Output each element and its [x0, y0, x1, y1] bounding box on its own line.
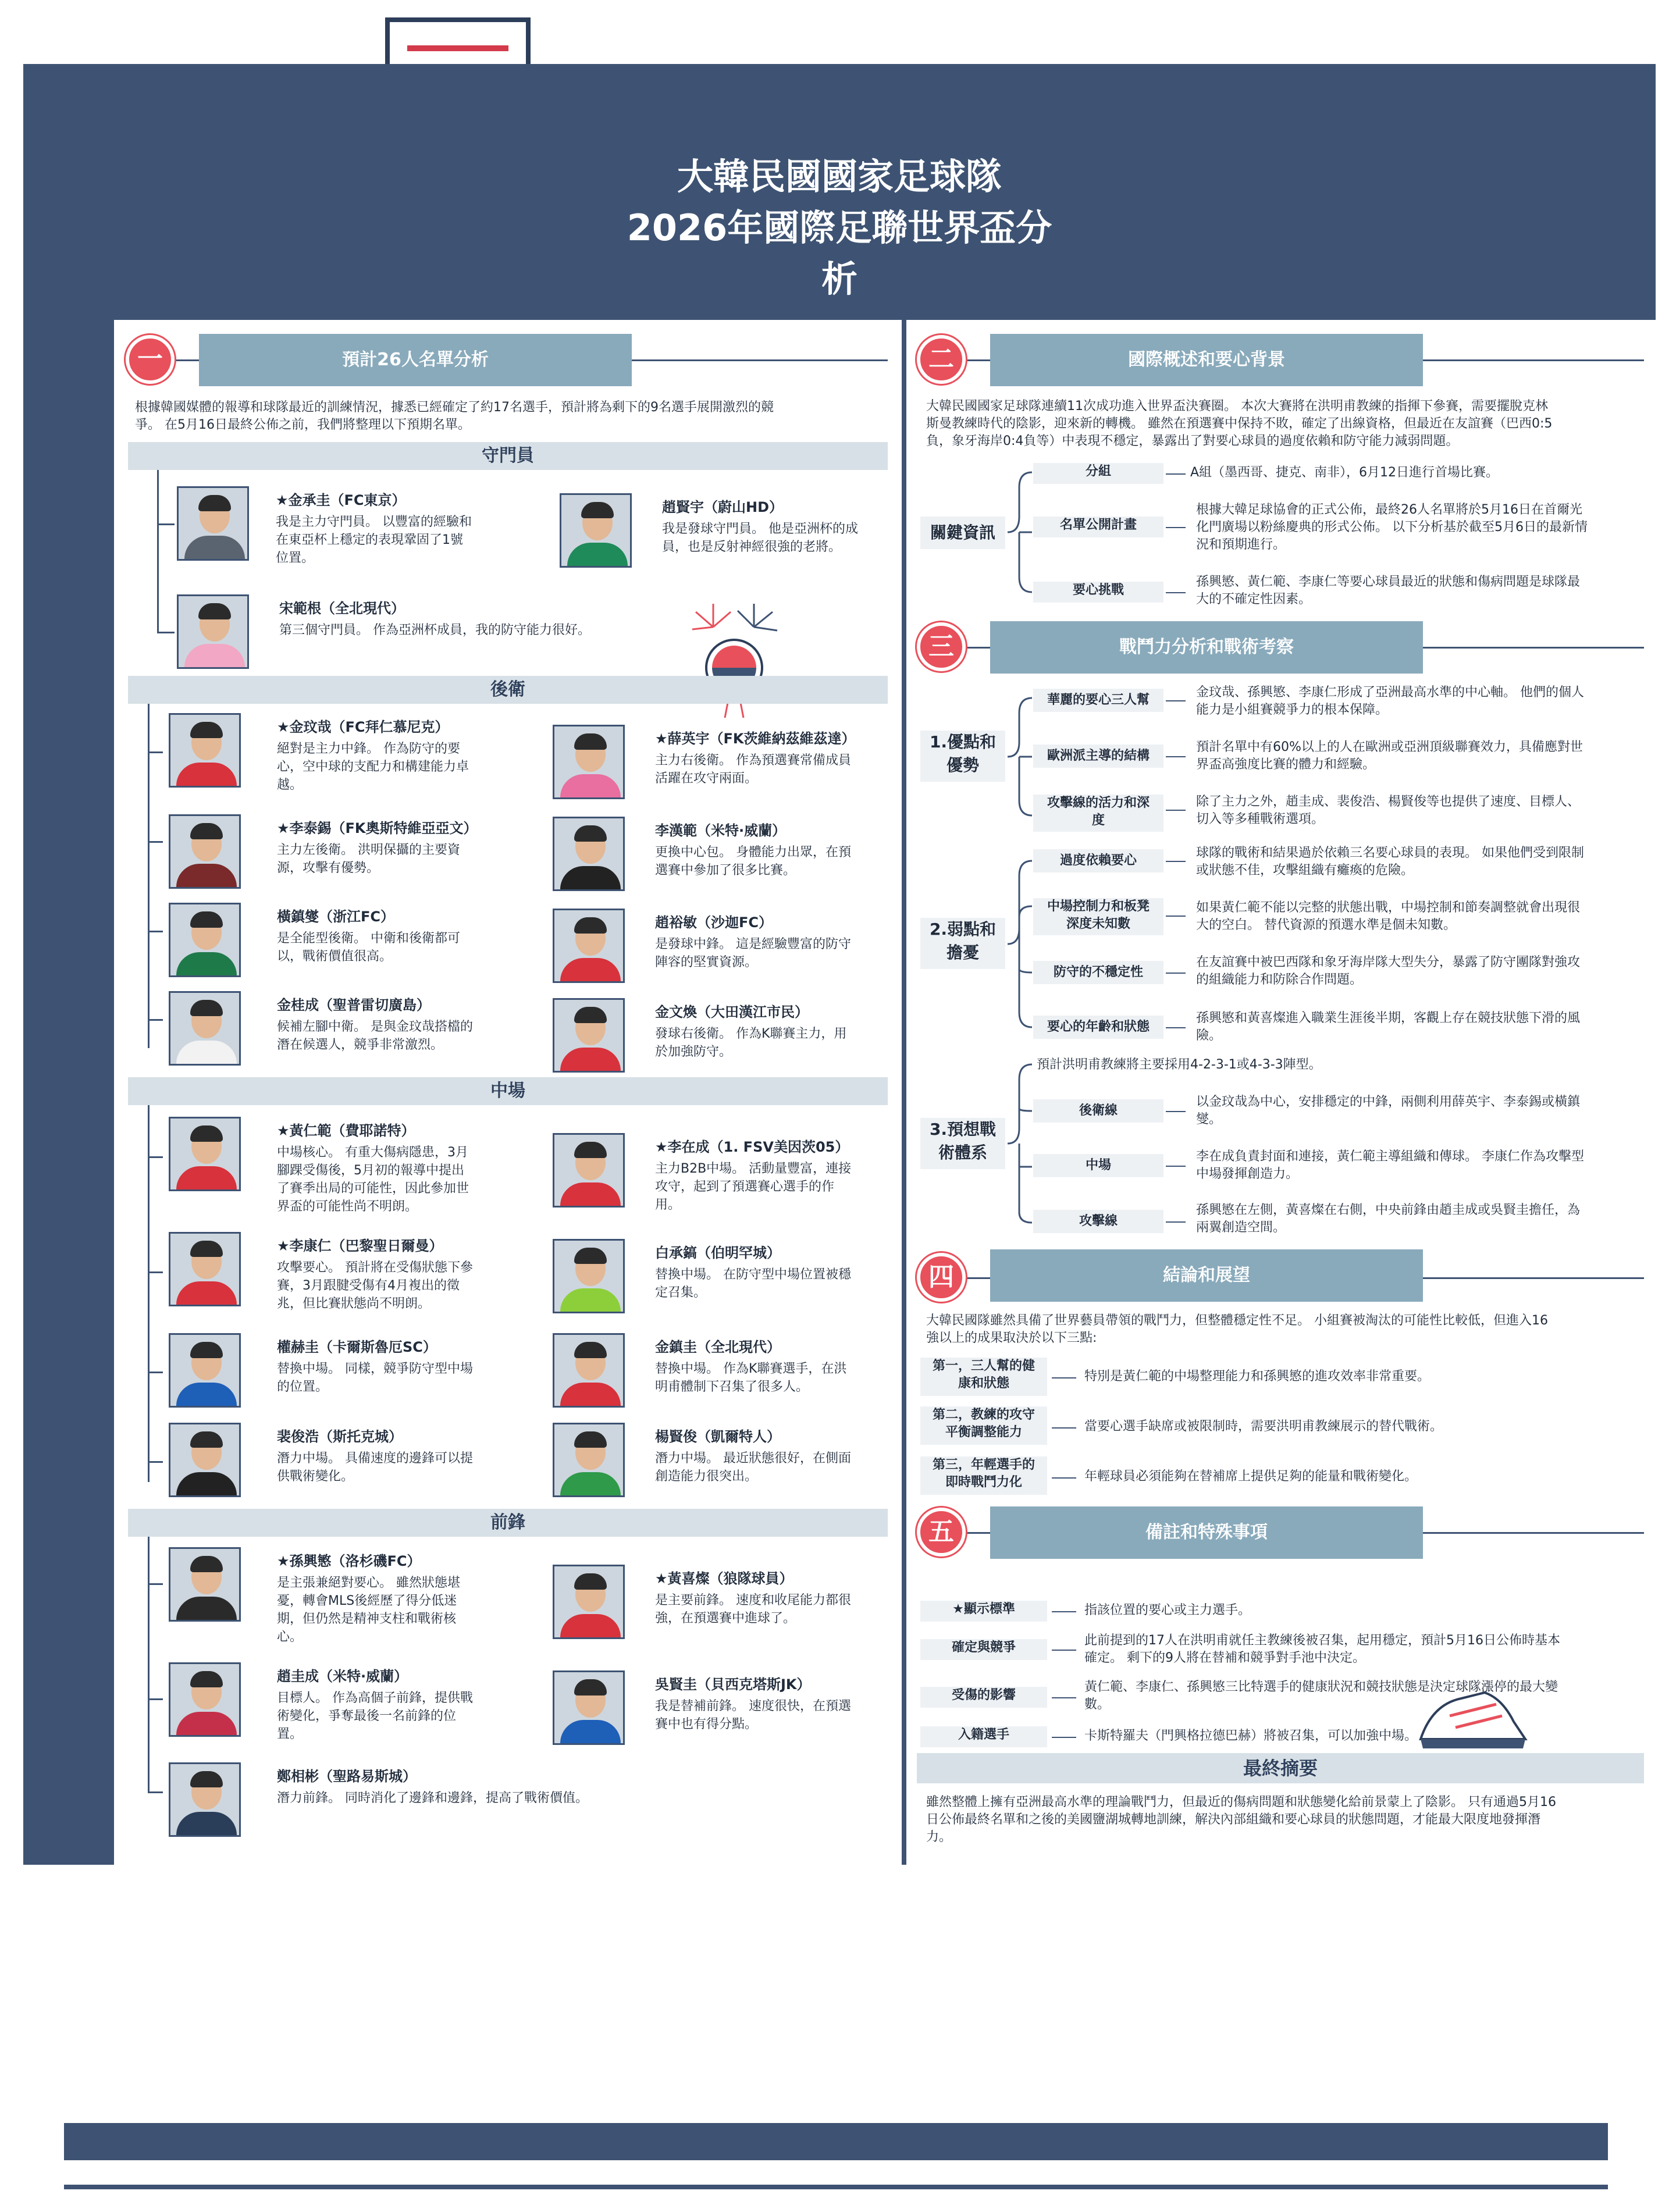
- dash: [1166, 1027, 1186, 1028]
- player-photo: [177, 486, 249, 561]
- player-desc: 主力B2B中場。 活動量豐富，連接 攻守，起到了預選賽心選手的作 用。: [655, 1162, 852, 1212]
- sneaker-illustration: [1415, 1681, 1531, 1757]
- mf-header: 中場: [128, 1077, 888, 1105]
- player-card: [553, 1670, 890, 1752]
- title-line-1: 大韓民國國家足球隊: [677, 155, 1002, 198]
- tree-branch: [148, 1271, 163, 1273]
- weakness-brace: [1005, 859, 1033, 1030]
- tree-branch: [148, 1372, 163, 1373]
- player-name: 李漢範（米特·威蘭）: [655, 822, 787, 839]
- title-line-3: 析: [821, 258, 857, 300]
- analysis-label: 要心的年齡和狀態: [1033, 1016, 1163, 1039]
- fw-tree: [148, 1537, 150, 1793]
- tree-branch: [148, 1019, 163, 1021]
- player-card: [560, 493, 897, 575]
- analysis-label: 攻擊線的活力和深 度: [1033, 795, 1163, 832]
- analysis-label: 華麗的要心三人幫: [1033, 689, 1163, 712]
- player-name: ★黃喜燦（狼隊球員）: [655, 1570, 793, 1587]
- strength-label: 1.優點和 優勢: [920, 731, 1005, 782]
- player-name: 吳賢圭（貝西克塔斯JK）: [655, 1676, 811, 1693]
- analysis-text: 金玟哉、孫興慜、李康仁形成了亞洲最高水準的中心軸。 他們的個人 能力是小組賽競爭力的根本保障。: [1196, 685, 1584, 717]
- dash: [1166, 861, 1186, 862]
- footer-rule: [64, 2185, 1608, 2189]
- dash: [1166, 1166, 1186, 1167]
- key-info-brace: [1005, 470, 1033, 594]
- tree-branch: [148, 1583, 163, 1585]
- player-card: [553, 1333, 890, 1415]
- player-card: [169, 903, 541, 984]
- note-label: 確定與競爭: [920, 1639, 1047, 1660]
- sec2-intro: 大韓民國國家足球隊連續11次成功進入世界盃決賽圈。 本次大賽將在洪明甫教練的指揮下參賽，需要擺脫克林 斯曼教練時代的陰影，迎來新的轉機。 雖然在預選賽中保持不敗，確定了出線資格，但最近在友誼賽（巴西0:5 負，象牙海岸0:4負等）中表現不穩定，暴露出了對要心球員的過度依賴和防守能力減弱問題。: [926, 399, 1553, 448]
- dash: [1052, 1611, 1076, 1612]
- player-desc: 是發球中鋒。 這是經驗豐富的防守 陣容的堅實資源。: [655, 937, 851, 970]
- intro-line: 根據韓國媒體的報導和球隊最近的訓練情況，據悉已經確定了約17名選手，預計將為剩下的9名選手展開激烈的競: [135, 400, 774, 415]
- sec5-number: 五: [917, 1508, 966, 1556]
- player-card: [553, 1133, 890, 1214]
- dash: [1166, 592, 1186, 593]
- player-name: 金桂成（聖普雷切廣島）: [277, 997, 430, 1013]
- player-photo: [169, 1117, 241, 1191]
- player-name: ★李在成（1. FSV美因茨05）: [655, 1139, 849, 1155]
- player-desc: 第三個守門員。 作為亞洲杯成員，我的防守能力很好。: [279, 623, 590, 637]
- player-desc: 更換中心包。 身體能力出眾，在預 選賽中參加了很多比賽。: [655, 845, 851, 878]
- player-name: ★金承圭（FC東京）: [276, 492, 406, 508]
- info-item-text: 孫興慜、黃仁範、李康仁等要心球員最近的狀態和傷病問題是球隊最 大的不確定性因素。: [1196, 575, 1581, 607]
- tree-branch: [148, 1791, 163, 1793]
- df-header: 後衛: [128, 676, 888, 704]
- mf-tree: [148, 1105, 150, 1482]
- player-photo: [169, 1232, 241, 1306]
- player-photo: [553, 1133, 625, 1207]
- intro-line: 爭。 在5月16日最終公佈之前，我們將整理以下預期名單。: [135, 418, 471, 432]
- player-photo: [169, 1333, 241, 1408]
- tree-branch: [157, 523, 175, 525]
- df-tree: [148, 704, 150, 1048]
- note-text: 此前提到的17人在洪明甫就任主教練後被召集，起用穩定，預計5月16日公佈時基本 確定。 剩下的9人將在替補和競爭對手池中決定。: [1084, 1633, 1560, 1665]
- player-card: [169, 1423, 541, 1504]
- dash: [1166, 473, 1186, 475]
- analysis-text: 李在成負責封面和連接，黃仁範主導組織和傳球。 李康仁作為攻擊型 中場發揮創造力。: [1196, 1149, 1584, 1181]
- analysis-label: 中場控制力和板凳 深度未知數: [1033, 898, 1163, 935]
- dash: [1052, 1650, 1076, 1651]
- player-card: [169, 1232, 541, 1313]
- player-name: 趙圭成（米特·威蘭）: [277, 1668, 408, 1684]
- player-desc: 潛力中場。 最近狀態很好，在側面 創造能力很突出。: [655, 1451, 851, 1484]
- analysis-text: 預計名單中有60%以上的人在歐洲或亞洲頂級聯賽效力，具備應對世 界盃高強度比賽的體力和經驗。: [1196, 740, 1583, 772]
- gk-header: 守門員: [128, 442, 888, 470]
- dash: [1166, 810, 1186, 811]
- player-card: [553, 1423, 890, 1504]
- dash: [1166, 1111, 1186, 1112]
- condition-label: 第一，三人幫的健 康和狀態: [920, 1358, 1047, 1396]
- analysis-label: 攻擊線: [1033, 1210, 1163, 1233]
- player-desc: 候補左腳中衛。 是與金玟哉搭檔的 潛在候選人，競爭非常激烈。: [277, 1020, 473, 1052]
- tactics-note: 預計洪明甫教練將主要採用4-2-3-1或4-3-3陣型。: [1037, 1057, 1322, 1072]
- player-name: 裴俊浩（斯托克城）: [277, 1429, 403, 1445]
- sec4-title: 結論和展望: [990, 1249, 1423, 1302]
- condition-label: 第三，年輕選手的 即時戰鬥力化: [920, 1456, 1047, 1495]
- final-summary-title: 最終摘要: [917, 1753, 1644, 1783]
- note-text: 黃仁範、李康仁、孫興慜三比特選手的健康狀況和競技狀態是決定球隊漲停的最大變 數。: [1084, 1680, 1558, 1712]
- player-name: 權赫圭（卡爾斯魯厄SC）: [277, 1339, 437, 1355]
- player-photo: [169, 991, 241, 1066]
- player-name: ★李泰錫（FK奧斯特維亞亞文）: [277, 820, 478, 836]
- player-name: 金文煥（大田漢江市民）: [655, 1004, 809, 1020]
- sec4-intro: 大韓民國隊雖然具備了世界藝員帶領的戰鬥力，但整體穩定性不足。 小組賽被淘汰的可能性比較低，但進入16 強以上的成果取決於以下三點:: [926, 1313, 1548, 1345]
- condition-label: 第二，教練的攻守 平衡調整能力: [920, 1406, 1047, 1445]
- player-card: [553, 1565, 890, 1646]
- player-desc: 中場核心。 有重大傷病隱患，3月 腳踝受傷後，5月初的報導中提出 了賽季出局的可能性，因此參加世 界盃的可能性尚不明朗。: [277, 1145, 469, 1214]
- player-name: ★李康仁（巴黎聖日爾曼）: [277, 1238, 443, 1254]
- player-name: 白承鎬（伯明罕城）: [655, 1245, 781, 1261]
- player-desc: 發球右後衛。 作為K聯賽主力，用 於加強防守。: [655, 1027, 847, 1059]
- analysis-label: 歐洲派主導的結構: [1033, 745, 1163, 768]
- note-label: 入籍選手: [920, 1726, 1047, 1747]
- player-photo: [169, 1662, 241, 1737]
- player-photo: [169, 814, 241, 889]
- player-desc: 目標人。 作為高個子前鋒，提供戰 術變化，爭奪最後一名前鋒的位 置。: [277, 1691, 473, 1741]
- panel-divider: [902, 320, 906, 1865]
- analysis-label: 後衛線: [1033, 1099, 1163, 1123]
- sec1-title: 預計26人名單分析: [199, 334, 632, 386]
- weakness-label: 2.弱點和 擔憂: [920, 918, 1005, 969]
- footer-bar: [64, 2123, 1608, 2160]
- sec3-number: 三: [917, 622, 966, 671]
- dash: [1166, 1221, 1186, 1223]
- dash: [1052, 1697, 1076, 1698]
- info-item-label: 分組: [1033, 463, 1163, 484]
- player-card: [177, 594, 700, 676]
- analysis-text: 孫興慜在左側，黃喜燦在右側，中央前鋒由趙圭成或吳賢圭擔任，為 兩翼創造空間。: [1196, 1203, 1581, 1235]
- dash: [1052, 1427, 1076, 1429]
- condition-text: 特別是黃仁範的中場整理能力和孫興慜的進攻效率非常重要。: [1084, 1369, 1431, 1384]
- player-photo: [169, 1762, 241, 1837]
- note-text: 卡斯特羅夫（門興格拉德巴赫）將被召集，可以加強中場。: [1084, 1729, 1418, 1743]
- player-desc: 替換中場。 同樣，競爭防守型中場 的位置。: [277, 1362, 473, 1394]
- fw-header: 前鋒: [128, 1509, 888, 1537]
- player-photo: [169, 1547, 241, 1622]
- note-text: 指該位置的要心或主力選手。: [1084, 1603, 1251, 1618]
- tree-branch: [148, 841, 163, 843]
- player-desc: 替換中場。 作為K聯賽選手，在洪 明甫體制下召集了很多人。: [655, 1362, 847, 1394]
- analysis-text: 球隊的戰術和結果過於依賴三名要心球員的表現。 如果他們受到限制 或狀態不佳，攻擊組織有癱瘓的危險。: [1196, 846, 1584, 878]
- analysis-text: 在友誼賽中被巴西隊和象牙海岸隊大型失分，暴露了防守團隊對強攻 的組織能力和防除合作問題。: [1196, 955, 1581, 987]
- player-photo: [553, 817, 625, 891]
- sec2-title: 國際概述和要心背景: [990, 334, 1423, 386]
- dash: [1052, 1377, 1076, 1379]
- analysis-text: 如果黃仁範不能以完整的狀態出戰，中場控制和節奏調整就會出現很 大的空白。 替代資源的預選水準是個未知數。: [1196, 900, 1581, 932]
- analysis-label: 中場: [1033, 1154, 1163, 1177]
- player-card: [553, 909, 890, 990]
- tree-branch: [148, 1156, 163, 1158]
- analysis-text: 孫興慜和黃喜燦進入職業生涯後半期，客觀上存在競技狀態下滑的風 險。: [1196, 1011, 1581, 1043]
- dash: [1052, 1477, 1076, 1479]
- kfa-logo: [385, 17, 531, 70]
- sec3-title: 戰鬥力分析和戰術考察: [990, 621, 1423, 674]
- player-photo: [553, 1333, 625, 1408]
- player-name: 宋範根（全北現代）: [279, 600, 405, 617]
- player-photo: [553, 1239, 625, 1313]
- dash: [1166, 973, 1186, 974]
- info-item-label: 要心挑戰: [1033, 582, 1163, 603]
- player-name: 金鎮圭（全北現代）: [655, 1339, 781, 1355]
- player-photo: [553, 1423, 625, 1497]
- sec5-title: 備註和特殊事項: [990, 1506, 1423, 1559]
- note-label: 受傷的影響: [920, 1687, 1047, 1708]
- note-label: ★顯示標準: [920, 1601, 1047, 1622]
- player-name: 趙裕敏（沙迦FC）: [655, 914, 773, 931]
- player-card: [169, 1117, 541, 1214]
- player-desc: 潛力前鋒。 同時消化了邊鋒和邊鋒，提高了戰術價值。: [277, 1791, 588, 1805]
- tree-branch: [148, 1461, 163, 1463]
- player-card: [553, 725, 890, 806]
- player-name: ★薛英宇（FK茨維納茲維茲達）: [655, 731, 856, 747]
- tree-branch: [148, 1698, 163, 1700]
- title-line-2: 2026年國際足聯世界盃分: [627, 206, 1052, 249]
- player-photo: [169, 713, 241, 788]
- player-photo: [169, 1423, 241, 1497]
- key-info-label: 關鍵資訊: [920, 517, 1005, 549]
- player-photo: [553, 1670, 625, 1745]
- player-name: 鄭相彬（聖路易斯城）: [277, 1768, 417, 1784]
- info-item-text: 根據大韓足球協會的正式公佈，最終26人名單將於5月16日在首爾光 化門廣場以粉絲慶典的形式公佈。 以下分析基於截至5月6日的最新情 況和預期進行。: [1196, 503, 1588, 552]
- player-card: [553, 1239, 890, 1320]
- player-desc: 主力左後衛。 洪明保攝的主要資 源，攻擊有優勢。: [277, 843, 460, 875]
- strength-brace: [1005, 696, 1033, 818]
- player-name: 楊賢俊（凱爾特人）: [655, 1429, 781, 1445]
- player-card: [169, 1762, 878, 1844]
- sec1-intro: [135, 399, 885, 434]
- info-item-text: A組（墨西哥、捷克、南非），6月12日進行首場比賽。: [1190, 465, 1499, 480]
- player-photo: [177, 594, 249, 669]
- analysis-label: 過度依賴要心: [1033, 849, 1163, 872]
- tree-branch: [148, 751, 163, 753]
- player-desc: 我是主力守門員。 以豐富的經驗和 在東亞杯上穩定的表現鞏固了1號 位置。: [276, 515, 472, 565]
- player-name: ★金玟哉（FC拜仁慕尼克）: [277, 719, 449, 735]
- player-card: [169, 1333, 541, 1415]
- tree-branch: [157, 632, 175, 633]
- player-desc: 我是替補前鋒。 速度很快，在預選 賽中也有得分點。: [655, 1699, 851, 1732]
- player-desc: 潛力中場。 具備速度的邊鋒可以提 供戰術變化。: [277, 1451, 473, 1484]
- sec1-number: 一: [126, 335, 175, 384]
- player-name: 橫鎮燮（浙江FC）: [277, 909, 395, 925]
- player-card: [169, 1547, 541, 1644]
- player-desc: 攻擊要心。 預計將在受傷狀態下參 賽，3月跟腱受傷有4月複出的徵 兆，但比賽狀態尚不明朗。: [277, 1260, 473, 1311]
- player-card: [169, 991, 541, 1073]
- player-card: [553, 998, 890, 1080]
- player-card: [553, 817, 890, 898]
- player-photo: [553, 725, 625, 799]
- player-desc: 替換中場。 在防守型中場位置被穩 定召集。: [655, 1267, 851, 1300]
- dash: [1166, 756, 1186, 757]
- page-title: [23, 151, 1656, 305]
- player-photo: [169, 903, 241, 977]
- gk-tree: [157, 470, 159, 633]
- player-card: [169, 814, 541, 896]
- player-photo: [553, 909, 625, 983]
- player-photo: [553, 998, 625, 1073]
- final-summary-text: 雖然整體上擁有亞洲最高水準的理論戰鬥力，但最近的傷病問題和狀態變化給前景蒙上了陰影。 只有通過5月16 日公佈最終名單和之後的美國鹽湖城轉地訓練，解決內部組織和要心球員的狀態問題，才能最大限度地發揮潛 力。: [926, 1795, 1556, 1844]
- player-desc: 我是發球守門員。 他是亞洲杯的成 員，也是反射神經很強的老將。: [662, 522, 858, 554]
- tree-branch: [148, 931, 163, 932]
- player-name: 趙賢宇（蔚山HD）: [662, 499, 784, 515]
- dash: [1052, 1737, 1076, 1738]
- player-name: ★孫興慜（洛杉磯FC）: [277, 1553, 421, 1569]
- dash: [1166, 916, 1186, 917]
- tactics-brace: [1005, 1062, 1033, 1225]
- player-desc: 絕對是主力中鋒。 作為防守的要 心，空中球的支配力和構建能力卓 越。: [277, 742, 469, 792]
- dash: [1166, 700, 1186, 701]
- analysis-label: 防守的不穩定性: [1033, 961, 1163, 984]
- info-item-label: 名單公開計畫: [1033, 517, 1163, 537]
- player-card: [169, 1662, 541, 1744]
- player-card: [177, 486, 555, 568]
- condition-text: 年輕球員必須能夠在替補席上提供足夠的能量和戰術變化。: [1084, 1469, 1418, 1484]
- condition-text: 當要心選手缺席或被限制時，需要洪明甫教練展示的替代戰術。: [1084, 1419, 1443, 1434]
- player-name: ★黃仁範（費耶諾特）: [277, 1123, 415, 1139]
- player-desc: 是全能型後衛。 中衛和後衛都可 以，戰術價值很高。: [277, 931, 460, 964]
- player-photo: [560, 493, 632, 568]
- player-photo: [553, 1565, 625, 1639]
- dash: [1166, 527, 1186, 528]
- tactics-label: 3.預想戰 術體系: [920, 1118, 1005, 1169]
- analysis-text: 除了主力之外，趙圭成、裴俊浩、楊賢俊等也提供了速度、目標人、 切入等多種戰術選項。: [1196, 795, 1581, 827]
- player-desc: 主力右後衛。 作為預選賽常備成員 活躍在攻守兩面。: [655, 753, 851, 786]
- player-desc: 是主張兼絕對要心。 雖然狀態堪 憂，轉會MLS後經歷了得分低迷 期，但仍然是精神支柱和戰術核 心。: [277, 1576, 460, 1644]
- sec4-number: 四: [917, 1253, 966, 1302]
- sec2-number: 二: [917, 335, 966, 384]
- player-desc: 是主要前鋒。 速度和收尾能力都很 強，在預選賽中進球了。: [655, 1593, 851, 1626]
- player-card: [169, 713, 541, 795]
- analysis-text: 以金玟哉為中心，安排穩定的中鋒，兩側利用薛英宇、李泰錫或橫鎮 燮。: [1196, 1095, 1581, 1127]
